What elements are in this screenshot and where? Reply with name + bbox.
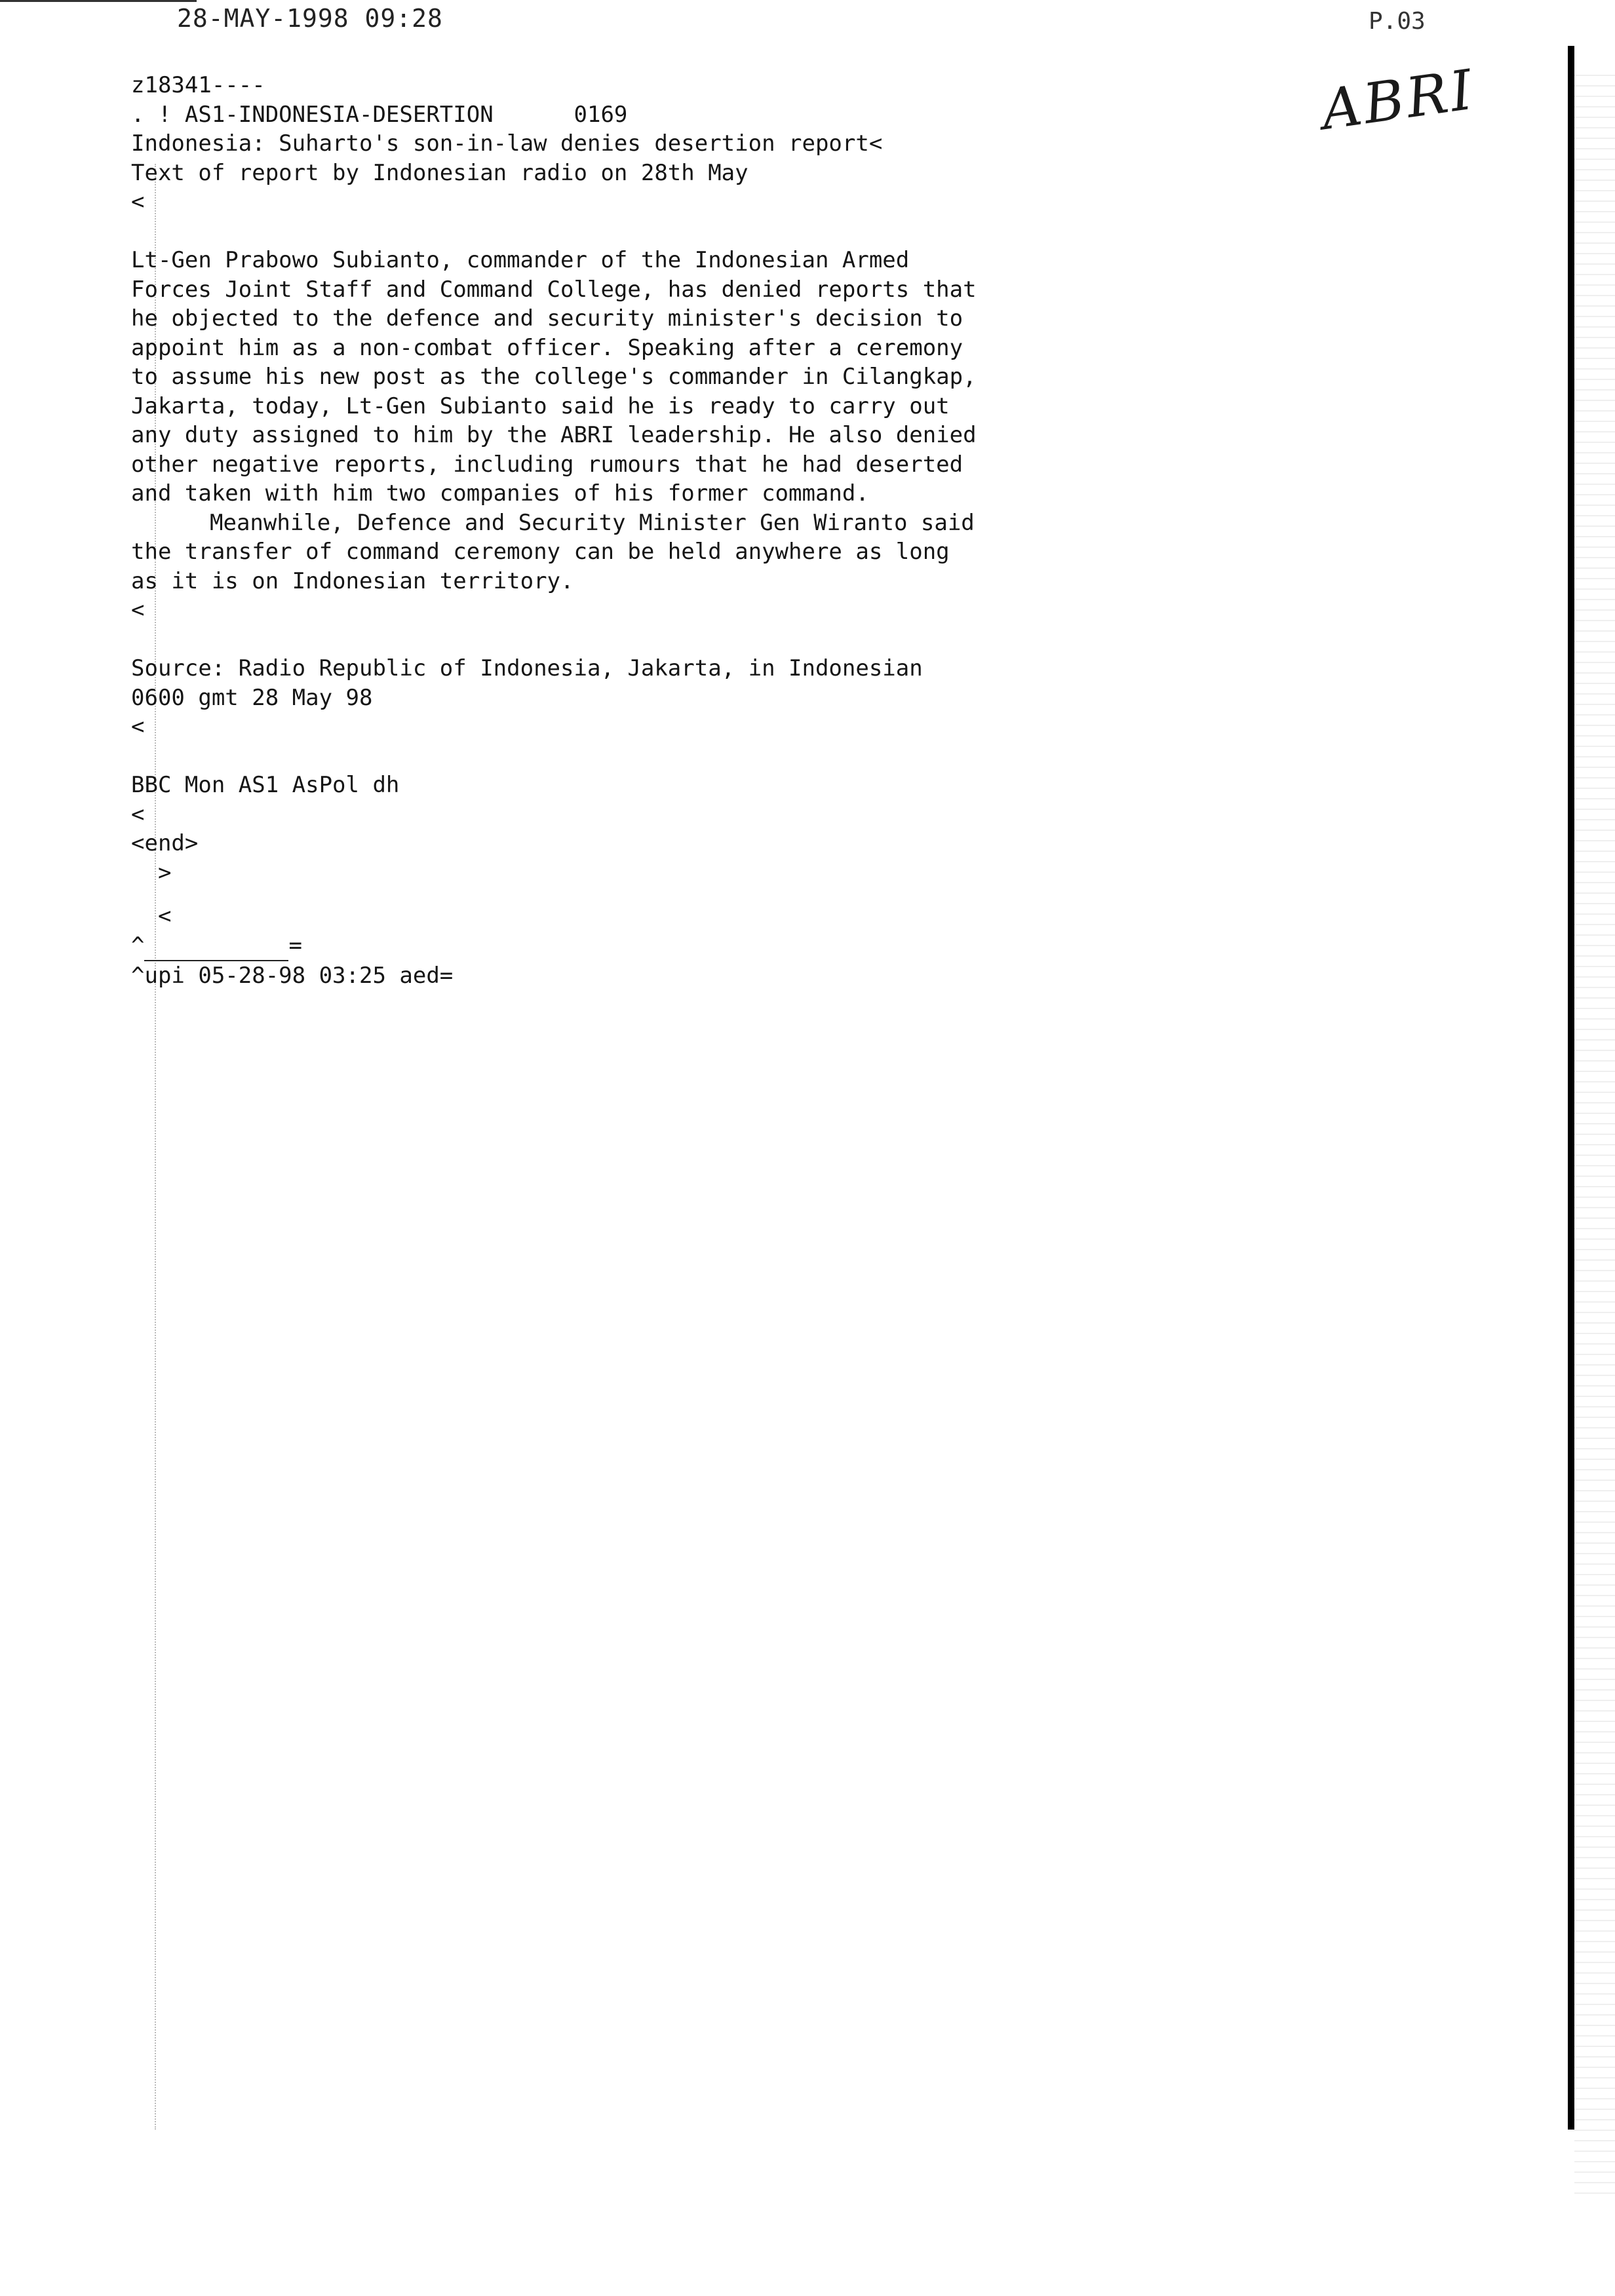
body-line: and taken with him two companies of his former command.	[131, 480, 869, 507]
footer-line: ^upi 05-28-98 03:25 aed=	[131, 963, 454, 989]
credit-line: BBC Mon AS1 AsPol dh	[131, 772, 400, 798]
caret: ^	[131, 932, 145, 959]
marker: <	[131, 189, 145, 215]
handwritten-annotation: ABRI	[1317, 57, 1479, 143]
paragraph-2	[131, 508, 1154, 596]
body-line: the transfer of command ceremony can be held anywhere as long	[131, 539, 950, 565]
story-slug: . ! AS1-INDONESIA-DESERTION 0169	[131, 101, 628, 128]
body-line: Lt-Gen Prabowo Subianto, commander of the Indonesian Armed	[131, 247, 910, 273]
wire-report-text	[131, 71, 1154, 991]
right-edge-speckle	[1574, 66, 1615, 2202]
subheadline: Text of report by Indonesian radio on 28th May	[131, 159, 749, 186]
fax-timestamp: 28-MAY-1998 09:28	[177, 4, 443, 33]
body-line: any duty assigned to him by the ABRI leadership. He also denied	[131, 422, 977, 448]
headline: Indonesia: Suharto's son-in-law denies desertion report<	[131, 130, 883, 157]
end-marker: <end>	[131, 830, 199, 856]
marker: <	[131, 714, 145, 740]
right-edge-shadow	[1568, 46, 1574, 2130]
marker: <	[131, 597, 145, 623]
body-line: he objected to the defence and security minister's decision to	[131, 305, 963, 332]
marker: >	[131, 859, 172, 886]
equals-sign: =	[288, 932, 302, 959]
body-line: appoint him as a non-combat officer. Speaking after a ceremony	[131, 334, 963, 361]
body-line: Meanwhile, Defence and Security Minister Gen Wiranto said	[210, 509, 975, 536]
body-line: Forces Joint Staff and Command College, has denied reports that	[131, 276, 977, 303]
body-line: Jakarta, today, Lt-Gen Subianto said he is ready to carry out	[131, 392, 950, 419]
body-line: as it is on Indonesian territory.	[131, 567, 574, 594]
story-id: z18341----	[131, 72, 265, 98]
fax-page-number: P.03	[1369, 8, 1426, 35]
marker: <	[131, 801, 145, 828]
marker: <	[131, 903, 172, 929]
source-line: Source: Radio Republic of Indonesia, Jakarta, in Indonesian	[131, 655, 923, 681]
paragraph-1	[131, 246, 1154, 508]
source-line: 0600 gmt 28 May 98	[131, 684, 373, 711]
body-line: to assume his new post as the college's commander in Cilangkap,	[131, 364, 977, 390]
rule-line	[131, 931, 1154, 962]
body-line: other negative reports, including rumours that he had deserted	[131, 451, 963, 478]
top-edge-rule	[0, 0, 197, 2]
